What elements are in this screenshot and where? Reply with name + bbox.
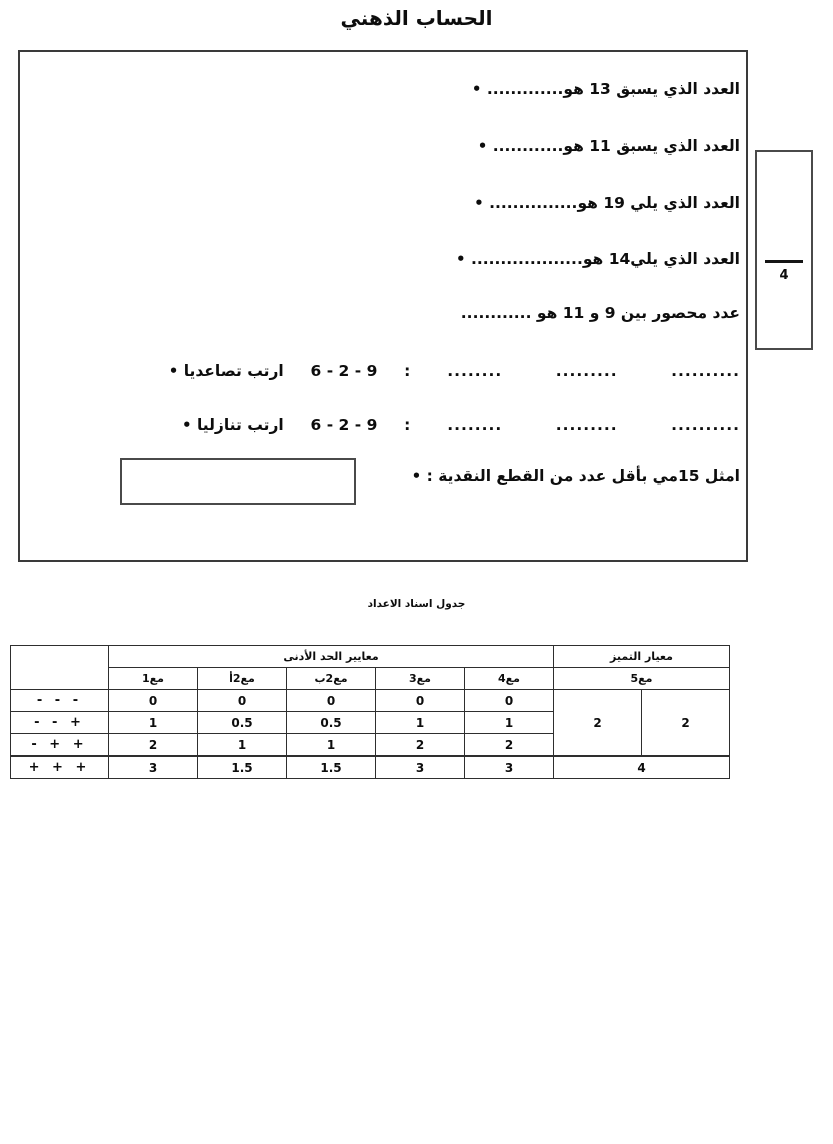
question-text-1: العدد الذي يسبق 13 هو.............	[486, 80, 740, 99]
score-denominator: 4	[779, 268, 789, 283]
ordering-item-descending	[28, 416, 746, 435]
table-row-total	[10, 756, 729, 779]
header-excellence-column: مع5	[554, 668, 730, 690]
ordering-blank: ........	[447, 362, 503, 381]
exercise-frame	[18, 50, 748, 562]
ordering-item-ascending	[28, 362, 746, 381]
score-cell: 0	[465, 690, 554, 712]
ordering-numbers-descending: 9 - 2 - 6	[310, 416, 378, 435]
header-criterion-1: مع1	[108, 668, 197, 690]
ordering-blank: ........	[447, 416, 503, 435]
score-cell: 2	[376, 734, 465, 757]
score-cell: 1	[465, 712, 554, 734]
bullet-icon: •	[455, 250, 466, 268]
header-symbols-group	[10, 646, 108, 690]
score-cell: 1	[108, 712, 197, 734]
score-cell: 1	[198, 734, 287, 757]
bullet-icon: •	[477, 137, 488, 155]
bullet-icon: •	[168, 362, 179, 380]
score-cell: 0.5	[198, 712, 287, 734]
coins-answer-box[interactable]	[120, 458, 356, 505]
table-row	[10, 690, 729, 712]
bullet-icon: •	[181, 416, 192, 434]
ordering-blanks-ascending	[447, 362, 740, 381]
header-criterion-4: مع4	[465, 668, 554, 690]
excellence-total-cell: 4	[554, 756, 730, 779]
score-cell: 0	[198, 690, 287, 712]
ordering-blank: ..........	[671, 416, 740, 435]
grading-table	[10, 645, 730, 779]
bullet-icon: •	[411, 467, 422, 485]
grading-table-wrap	[22, 645, 730, 779]
score-fraction-rule	[765, 260, 803, 263]
page-title: الحساب الذهني	[340, 6, 493, 30]
bullet-icon: •	[474, 194, 484, 212]
symbol-cell: + + +	[10, 756, 108, 779]
score-cell: 0	[287, 690, 376, 712]
header-minimum-group: معايير الحد الأدنى	[108, 646, 553, 668]
score-cell: 0	[376, 690, 465, 712]
ordering-label-descending: ارتب تنازليا	[196, 416, 284, 435]
ordering-numbers-ascending: 9 - 2 - 6	[310, 362, 378, 381]
question-item-1	[28, 80, 746, 99]
grading-table-caption: جدول اسناد الاعداد	[367, 598, 466, 610]
ordering-colon-descending: :	[404, 416, 411, 435]
question-item-2	[28, 137, 746, 156]
symbol-cell: + - -	[10, 712, 108, 734]
header-criterion-2a: مع2أ	[198, 668, 287, 690]
score-cell: 3	[376, 756, 465, 779]
score-box[interactable]	[755, 150, 813, 350]
table-header-row	[10, 668, 729, 690]
question-text-3: العدد الذي يلي 19 هو...............	[489, 194, 740, 213]
score-cell: 3	[465, 756, 554, 779]
ordering-blanks-descending	[447, 416, 740, 435]
score-cell: 1.5	[287, 756, 376, 779]
ordering-blank: .........	[555, 416, 618, 435]
ordering-label-ascending: ارتب تصاعديا	[183, 362, 284, 381]
question-item-4	[28, 250, 746, 269]
score-cell: 1.5	[198, 756, 287, 779]
score-cell: 2	[108, 734, 197, 757]
header-excellence-group: معيار التميز	[554, 646, 730, 668]
score-cell: 1	[287, 734, 376, 757]
table-header-group-row	[10, 646, 729, 668]
question-text-4: العدد الذي يلي14 هو...................	[470, 250, 740, 269]
excellence-cell-left[interactable]: 2	[642, 690, 730, 757]
bullet-icon: •	[471, 80, 482, 98]
symbol-cell: - - -	[10, 690, 108, 712]
question-text-5: عدد محصور بين 9 و 11 هو ............	[460, 304, 740, 323]
ordering-blank: .........	[555, 362, 618, 381]
question-item-5	[28, 304, 746, 323]
score-cell: 2	[465, 734, 554, 757]
excellence-cell-right[interactable]: 2	[554, 690, 642, 757]
ordering-colon-ascending: :	[404, 362, 411, 381]
score-cell: 0.5	[287, 712, 376, 734]
header-criterion-2b: مع2ب	[287, 668, 376, 690]
score-cell: 0	[108, 690, 197, 712]
question-item-3	[28, 194, 746, 213]
symbol-cell: + + -	[10, 734, 108, 757]
coins-question-text: امثل 15مي بأقل عدد من القطع النقدية :	[426, 467, 740, 486]
score-cell: 1	[376, 712, 465, 734]
score-cell: 3	[108, 756, 197, 779]
ordering-blank: ..........	[671, 362, 740, 381]
header-criterion-3: مع3	[376, 668, 465, 690]
question-text-2: العدد الذي يسبق 11 هو............	[492, 137, 740, 156]
